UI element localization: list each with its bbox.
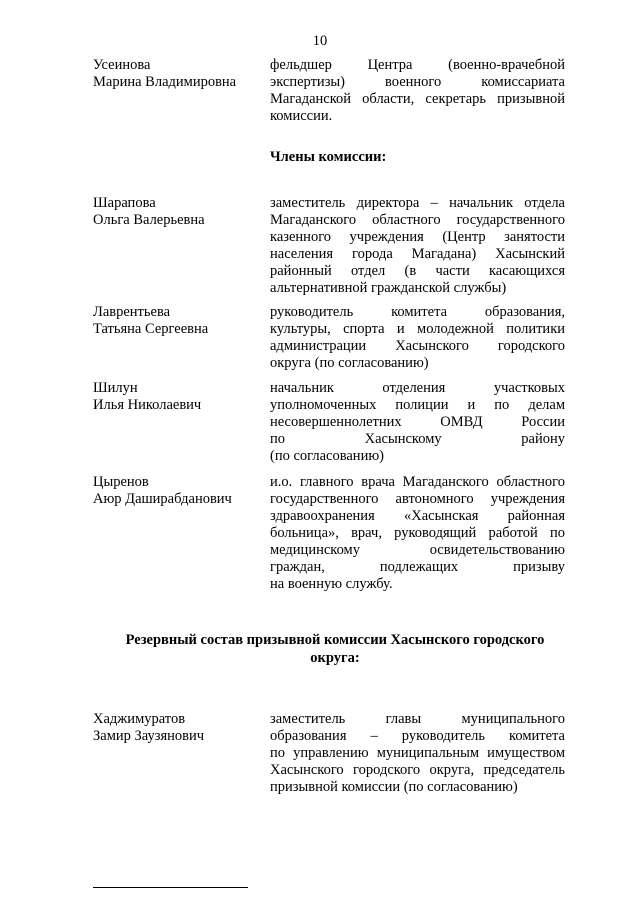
role-line: (по согласованию) [270, 448, 384, 464]
person-name [93, 57, 263, 91]
person-role [270, 304, 565, 372]
role-line: призывной комиссии (по согласованию) [270, 779, 518, 795]
role-line: несовершеннолетних ОМВД России [270, 414, 565, 430]
role-line: по управлению муниципальным имуществом [270, 745, 565, 761]
role-line: и.о. главного врача Магаданского областного [270, 474, 565, 490]
role-line: фельдшер Центра (военно-врачебной [270, 57, 565, 73]
role-line: округа (по согласованию) [270, 355, 429, 371]
role-line: Хасынского городского округа, председатель [270, 762, 565, 778]
person-name [93, 304, 263, 338]
surname: Шилун [93, 380, 138, 396]
person-name [93, 195, 263, 229]
person-role [270, 57, 565, 125]
role-line: экспертизы) военного комиссариата [270, 74, 565, 90]
role-line: заместитель директора – начальник отдела [270, 195, 565, 211]
given-name: Ольга Валерьевна [93, 212, 205, 228]
reserve-heading-line: округа: [310, 650, 360, 666]
role-line: больница», врач, руководящий работой по [270, 525, 565, 541]
surname: Шарапова [93, 195, 156, 211]
role-line: казенного учреждения (Центр занятости [270, 229, 565, 245]
role-line: медицинскому освидетельствованию [270, 542, 565, 558]
footnote-rule [93, 887, 248, 888]
person-name [93, 711, 263, 745]
person-role [270, 380, 565, 465]
person-name [93, 474, 263, 508]
person-name [93, 380, 263, 414]
person-role [270, 474, 565, 593]
reserve-heading-line: Резервный состав призывной комиссии Хасынского городского [125, 632, 545, 648]
role-line: на военную службу. [270, 576, 393, 592]
given-name: Замир Заузянович [93, 728, 205, 744]
role-line: населения города Магадана) Хасынский [270, 246, 565, 262]
role-line: государственного автономного учреждения [270, 491, 565, 507]
role-line: по Хасынскому району [270, 431, 565, 447]
person-role [270, 711, 565, 796]
role-line: Магаданской области, секретарь призывной [270, 91, 565, 107]
role-line: администрации Хасынского городского [270, 338, 565, 354]
surname: Усеинова [93, 57, 151, 73]
role-line: Магаданского областного государственного [270, 212, 565, 228]
given-name: Илья Николаевич [93, 397, 202, 413]
reserve-heading [100, 631, 570, 667]
role-line: здравоохранения «Хасынская районная [270, 508, 565, 524]
members-heading: Члены комиссии: [270, 149, 387, 165]
role-line: комиссии. [270, 108, 333, 124]
role-line: образования – руководитель комитета [270, 728, 565, 744]
given-name: Аюр Даширабданович [93, 491, 232, 507]
surname: Лаврентьева [93, 304, 171, 320]
role-line: руководитель комитета образования, [270, 304, 565, 320]
given-name: Татьяна Сергеевна [93, 321, 209, 337]
page-number: 10 [312, 33, 328, 49]
role-line: заместитель главы муниципального [270, 711, 565, 727]
role-line: альтернативной гражданской службы) [270, 280, 507, 296]
role-line: культуры, спорта и молодежной политики [270, 321, 565, 337]
surname: Цыренов [93, 474, 149, 490]
role-line: районный отдел (в части касающихся [270, 263, 565, 279]
role-line: уполномоченных полиции и по делам [270, 397, 565, 413]
surname: Хаджимуратов [93, 711, 186, 727]
given-name: Марина Владимировна [93, 74, 237, 90]
role-line: начальник отделения участковых [270, 380, 565, 396]
role-line: граждан, подлежащих призыву [270, 559, 565, 575]
person-role [270, 195, 565, 297]
